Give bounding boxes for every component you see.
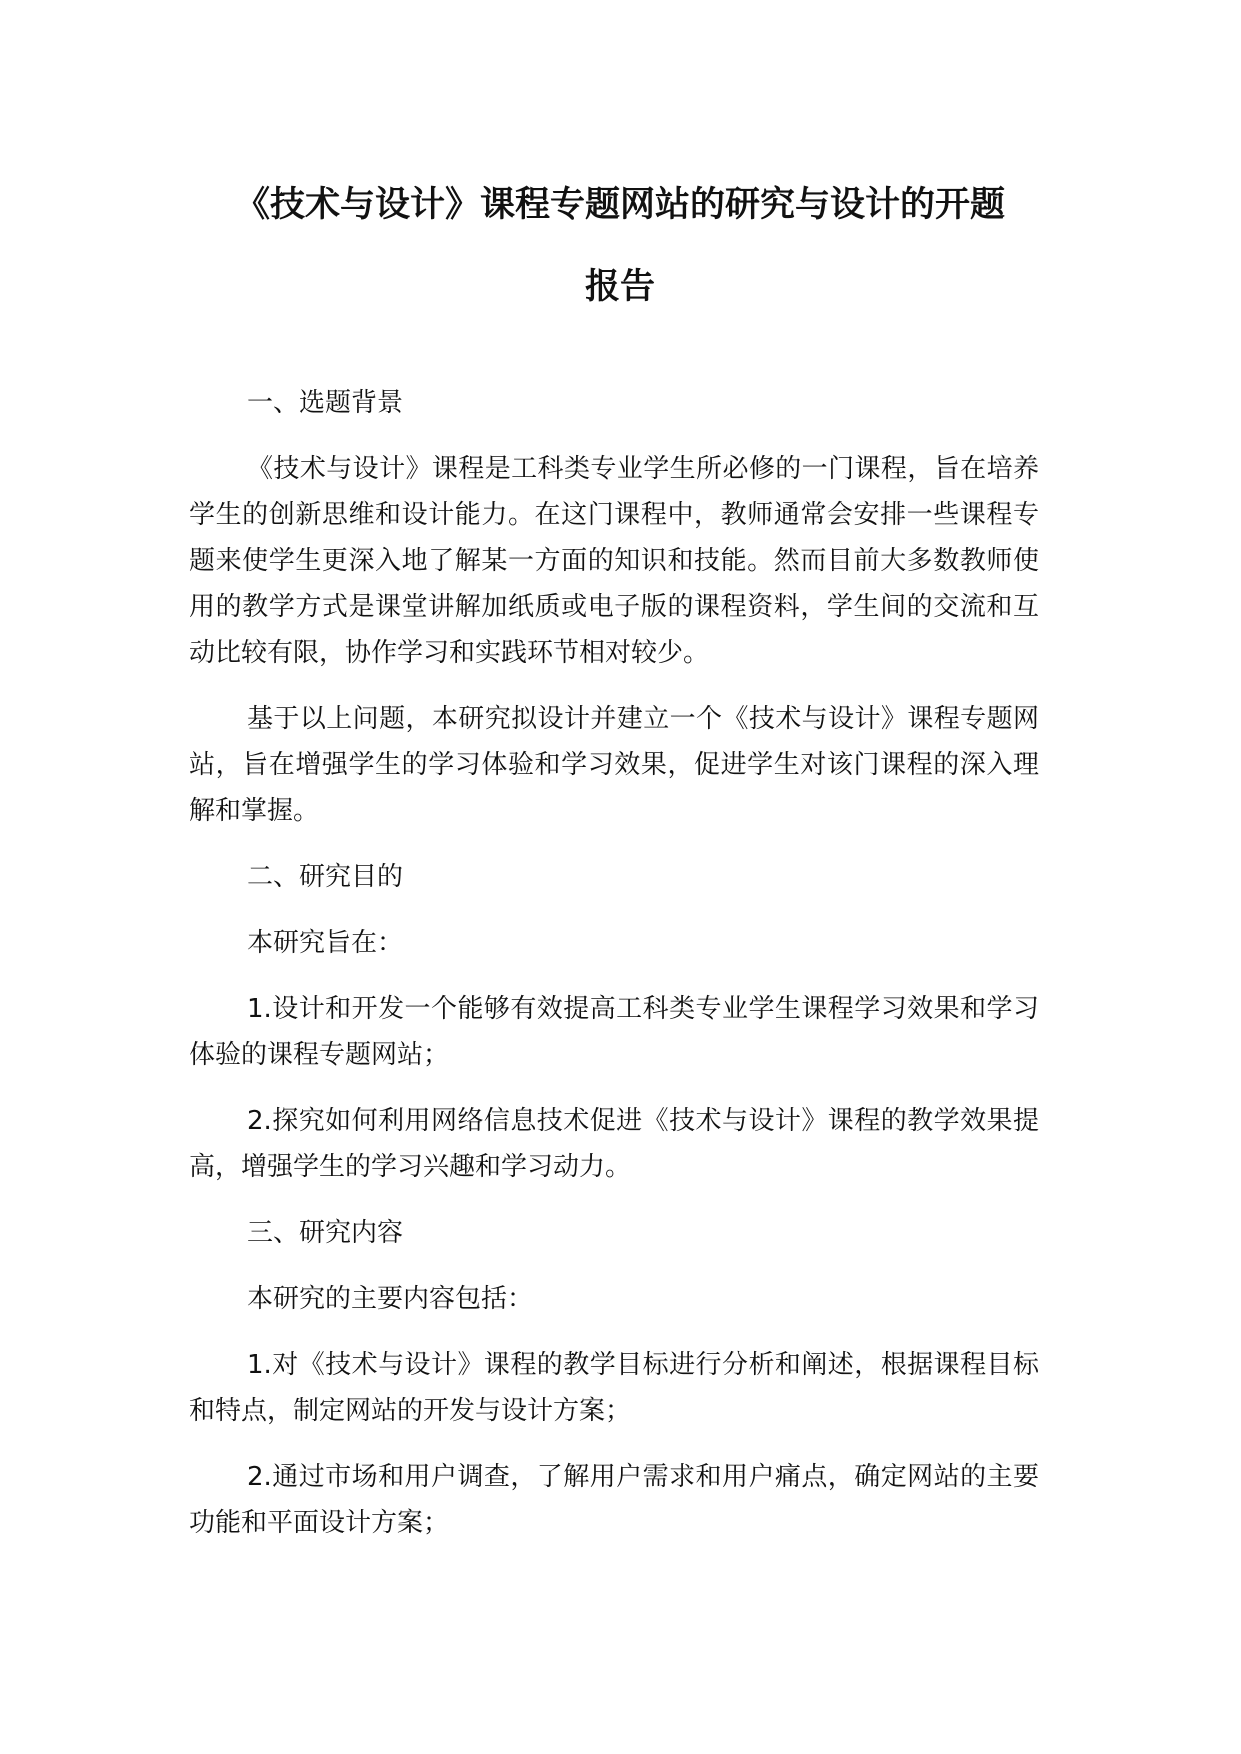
paragraph-purpose-2: 2.探究如何利用网络信息技术促进《技术与设计》课程的教学效果提高，增强学生的学习兴趣和学习动力。 [189,1106,1039,1182]
section-heading-content: 三、研究内容 [247,1218,404,1248]
paragraph-purpose-intro: 本研究旨在： [247,928,404,958]
section-heading-background: 一、选题背景 [247,388,404,418]
document-body [189,380,1039,1546]
paragraph-content-1: 1.对《技术与设计》课程的教学目标进行分析和阐述，根据课程目标和特点，制定网站的开发与设计方案； [189,1350,1039,1426]
document-title-line-1: 《技术与设计》课程专题网站的研究与设计的开题 [234,185,1005,225]
paragraph-content-2: 2.通过市场和用户调查，了解用户需求和用户痛点，确定网站的主要功能和平面设计方案； [189,1462,1039,1538]
section-heading-purpose: 二、研究目的 [247,862,404,892]
paragraph-background-1: 《技术与设计》课程是工科类专业学生所必修的一门课程，旨在培养学生的创新思维和设计能力。在这门课程中，教师通常会安排一些课程专题来使学生更深入地了解某一方面的知识和技能。然而目前大多数教师使用的教学方式是课堂讲解加纸质或电子版的课程资料，学生间的交流和互动比较有限，协作学习和实践环节相对较少。 [189,454,1039,668]
paragraph-background-2: 基于以上问题，本研究拟设计并建立一个《技术与设计》课程专题网站，旨在增强学生的学习体验和学习效果，促进学生对该门课程的深入理解和掌握。 [189,704,1039,826]
paragraph-content-intro: 本研究的主要内容包括： [247,1284,534,1314]
document-title-line-2: 报告 [584,267,655,307]
paragraph-purpose-1: 1.设计和开发一个能够有效提高工科类专业学生课程学习效果和学习体验的课程专题网站； [189,994,1039,1070]
